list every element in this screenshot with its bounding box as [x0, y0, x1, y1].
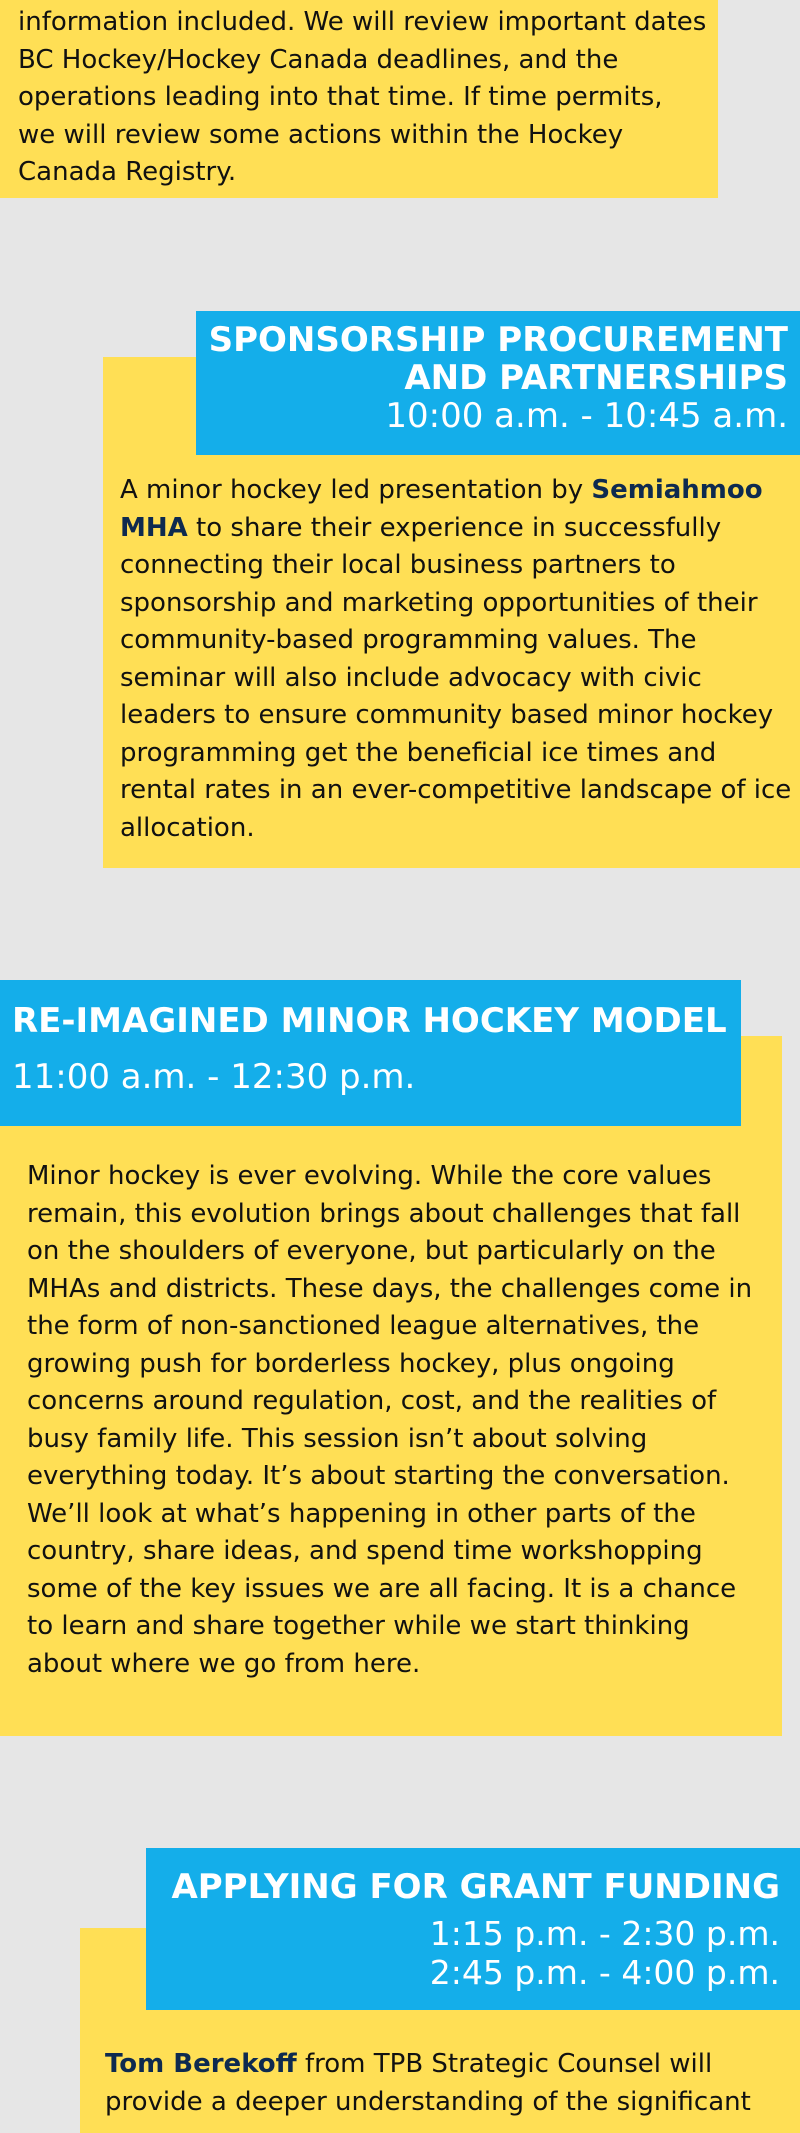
sponsorship-session-title-line2: AND PARTNERSHIPS — [404, 358, 788, 398]
minor-hockey-model-session-card — [0, 1036, 782, 1736]
sponsorship-session-description — [120, 472, 800, 847]
minor-hockey-model-session-time: 11:00 a.m. - 12:30 p.m. — [12, 1057, 416, 1097]
grant-funding-session-time-2: 2:45 p.m. - 4:00 p.m. — [429, 1953, 780, 1992]
grant-funding-description-rest: from TPB Strategic Counsel will provide a deeper understanding of the significant — [105, 2049, 751, 2117]
minor-hockey-model-description: Minor hockey is ever evolving. While the core values remain, this evolution brings about challenges that fall on the shoulders of everyone, but particularly on the MHAs and districts. These days, the challenges come in the form of non-sanctioned league alternatives, the growing push for borderless hockey, plus ongoing concerns around regulation, cost, and the realities of busy family life. This session isn’t about solving everything today. It’s about starting the conversation. We’ll look at what’s happening in other parts of the country, share ideas, and spend time workshopping some of the key issues we are all facing. It is a chance to learn and share together while we start thinking about where we go from here. — [27, 1161, 753, 1679]
session-description-card — [0, 0, 718, 198]
sponsorship-session-time: 10:00 a.m. - 10:45 a.m. — [385, 396, 788, 436]
session-description: information included. We will review important dates BC Hockey/Hockey Canada deadlines, and the operations leading into that time. If time permits, we will review some actions within the Hockey Canada Registry. — [18, 7, 707, 187]
minor-hockey-model-session-title: RE-IMAGINED MINOR HOCKEY MODEL — [12, 1001, 727, 1041]
sponsorship-description-rest: to share their experience in successfully connecting their local business partners to sponsorship and marketing opportunities of their community-based programming values. The seminar will also include advocacy with civic leaders to ensure community based minor hockey programming get the beneficial ice times and rental rates in an ever-competitive landscape of ice allocation. — [120, 512, 792, 843]
grant-funding-presenter-name: Tom Berekoff — [105, 2049, 297, 2079]
grant-funding-session-time-1: 1:15 p.m. - 2:30 p.m. — [429, 1914, 780, 1953]
grant-funding-session-title: APPLYING FOR GRANT FUNDING — [171, 1867, 780, 1907]
sponsorship-presenter-name: Semiahmoo MHA — [120, 475, 763, 543]
sponsorship-description-intro: A minor hockey led presentation by — [120, 475, 592, 505]
sponsorship-session-header — [196, 311, 800, 455]
grant-funding-description — [105, 2046, 795, 2121]
grant-funding-session-header — [146, 1848, 800, 2010]
minor-hockey-model-session-header — [0, 980, 741, 1126]
sponsorship-session-title-line1: SPONSORSHIP PROCUREMENT — [208, 320, 788, 360]
